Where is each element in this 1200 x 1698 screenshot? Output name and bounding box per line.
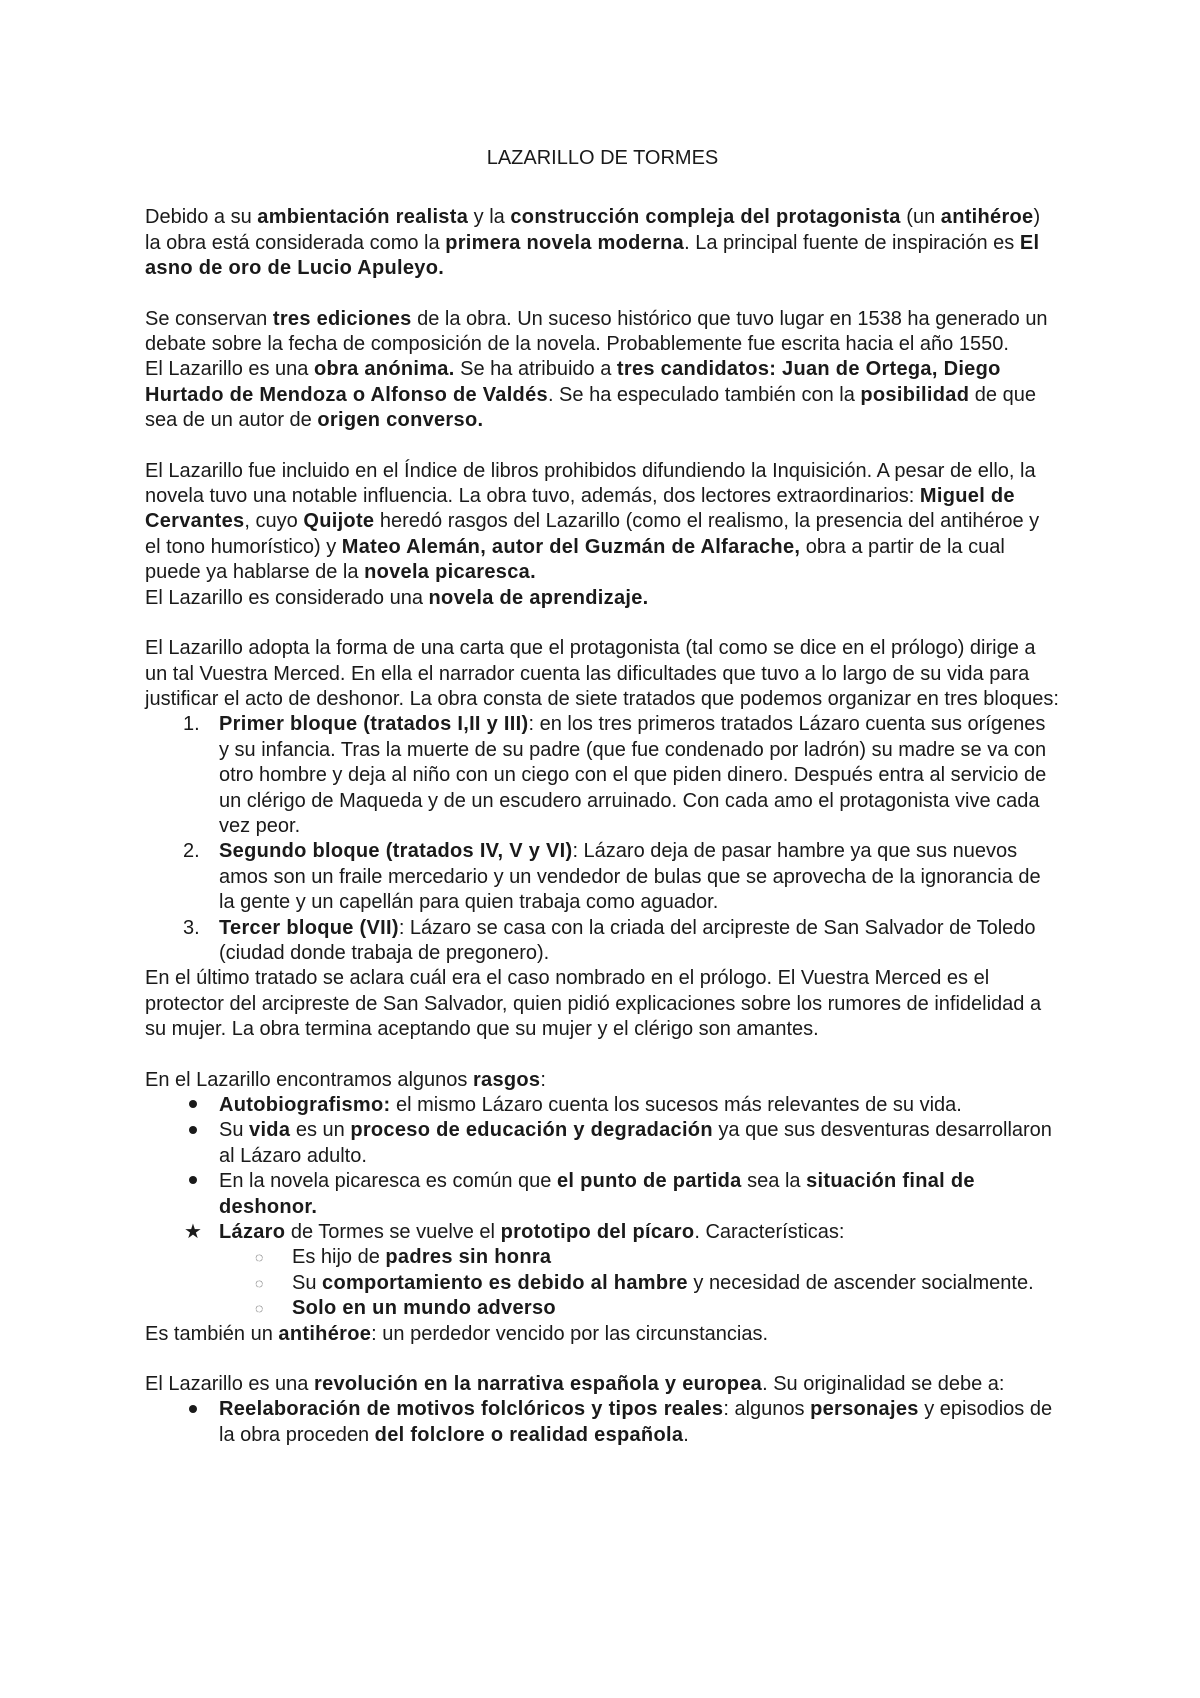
bold-text: Mateo Alemán, autor del Guzmán de Alfarache, [341, 535, 801, 558]
list-item [145, 1169, 1060, 1220]
dotted-circle-icon: ◌ [255, 1249, 264, 1266]
text: Su [292, 1271, 323, 1294]
list-item [145, 1118, 1060, 1169]
list-item [145, 1271, 1060, 1296]
bold-text: primera novela moderna [445, 231, 685, 254]
bold-text: situación final de deshonor. [219, 1170, 975, 1218]
bold-text: Primer bloque (tratados I,II y III) [219, 713, 529, 736]
characteristics-list [219, 1245, 1060, 1321]
paragraph-antihero [145, 1322, 1060, 1347]
bold-text: vida [249, 1119, 291, 1142]
bold-text: Quijote [303, 510, 375, 533]
paragraph-authorship [145, 357, 1060, 433]
filled-circle-icon [183, 1169, 203, 1194]
bold-text: rasgos [472, 1068, 541, 1091]
bold-text: personajes [810, 1398, 919, 1421]
text: El Lazarillo fue incluido en el Índice de libros prohibidos difundiendo la Inquisición. A pesar de ello, la novela tuvo una notable influencia. La obra tuvo, además, dos lectores extraordinarios: [145, 459, 1036, 508]
list-item [145, 1093, 1060, 1118]
text: . Su originalidad se debe a: [762, 1373, 1005, 1396]
text: de Tormes se vuelve el [285, 1221, 501, 1244]
filled-circle-icon [183, 1118, 203, 1143]
filled-circle-icon [183, 1093, 203, 1118]
bold-text: revolución en la narrativa española y europea [313, 1373, 763, 1396]
bold-text: tres candidatos: Juan de Ortega, Diego Hurtado de Mendoza o Alfonso de Valdés [145, 358, 1001, 406]
text: de la obra. Un suceso histórico que tuvo lugar en 1538 ha generado un debate sobre la fecha de composición de la novela. Probablemente fue escrita hacia el año 1550. [145, 307, 1048, 356]
text: el mismo Lázaro cuenta los sucesos más relevantes de su vida. [390, 1094, 962, 1116]
dotted-circle-icon: ◌ [255, 1300, 264, 1317]
list-number: 3. [183, 916, 200, 939]
text: (un [900, 206, 941, 229]
bold-text: Lázaro [219, 1221, 286, 1244]
paragraph-learning-novel [145, 586, 1060, 611]
originality-list [145, 1397, 1060, 1448]
text: : [540, 1068, 546, 1091]
text: En el último tratado se aclara cuál era el caso nombrado en el prólogo. El Vuestra Merced es el protector del arcipreste de San Salvador, quien pidió explicaciones sobre los rumores de infidelidad a su mujer. La obra termina aceptando que su mujer y el clérigo son amantes. [145, 967, 1042, 1041]
text: . La principal fuente de inspiración es [684, 231, 1020, 254]
bold-text: antihéroe [940, 206, 1034, 229]
text: , cuyo [244, 510, 304, 533]
list-number: 2. [183, 840, 200, 863]
list-item [145, 916, 1060, 967]
text: ya que sus desventuras desarrollaron al Lázaro adulto. [219, 1119, 1052, 1167]
text: El Lazarillo es una [145, 1373, 314, 1396]
dotted-circle-icon: ◌ [255, 1274, 264, 1291]
bold-text: comportamiento es debido al hambre [322, 1271, 688, 1294]
list-item [145, 712, 1060, 839]
bold-text: Tercer bloque (VII) [219, 916, 399, 939]
bold-text: Miguel de Cervantes [145, 485, 1015, 533]
bold-text: construcción compleja del protagonista [510, 206, 901, 229]
bold-text: obra anónima. [313, 358, 455, 381]
text: . Características: [694, 1221, 845, 1244]
text: ) la obra está considerada como la [145, 206, 1041, 254]
text: y la [468, 206, 511, 229]
paragraph-last-treatise [145, 966, 1060, 1042]
text: Su [219, 1119, 250, 1142]
bold-text: Solo en un mundo adverso [292, 1297, 556, 1320]
text: En el Lazarillo encontramos algunos [145, 1068, 473, 1091]
bold-text: novela de aprendizaje. [428, 586, 649, 609]
bold-text: ambientación realista [257, 206, 469, 229]
text: heredó rasgos del Lazarillo (como el realismo, la presencia del antihéroe y el tono humorístico) y [145, 510, 1040, 558]
text: Se conservan [145, 307, 273, 330]
text: y episodios de la obra proceden [219, 1398, 1053, 1446]
text: . [683, 1423, 689, 1446]
text: y necesidad de ascender socialmente. [687, 1271, 1034, 1294]
paragraph-revolution [145, 1372, 1060, 1397]
text: . Se ha especulado también con la [547, 383, 861, 406]
star-icon: ★ [184, 1221, 202, 1244]
text: obra a partir de la cual puede ya hablarse de la [145, 535, 1005, 584]
text: : Lázaro se casa con la criada del arcipreste de San Salvador de Toledo (ciudad donde trabaja de pregonero). [219, 916, 1036, 964]
bold-text: posibilidad [860, 383, 970, 406]
paragraph-traits-intro [145, 1068, 1060, 1093]
document-title: LAZARILLO DE TORMES [486, 147, 719, 169]
bold-text: novela picaresca. [364, 561, 536, 584]
list-item [145, 1296, 1060, 1321]
paragraph-editions [145, 307, 1060, 358]
text: : Lázaro deja de pasar hambre ya que sus nuevos amos son un fraile mercedario y un vendedor de bulas que se aprovecha de la ignorancia de la gente y un capellán para quien trabaja como aguador. [219, 840, 1041, 914]
text: : un perdedor vencido por las circunstancias. [371, 1322, 769, 1345]
text: El Lazarillo es considerado una [145, 586, 429, 609]
bold-text: Segundo bloque (tratados IV, V y VI) [219, 840, 573, 863]
list-number: 1. [183, 713, 200, 736]
paragraph-intro [145, 205, 1060, 281]
text: de que sea de un autor de [145, 383, 1036, 432]
text: Se ha atribuido a [454, 358, 617, 381]
paragraph-structure [145, 636, 1060, 712]
text: : algunos [723, 1398, 811, 1421]
text: Es hijo de [292, 1246, 386, 1269]
text: El Lazarillo es una [145, 358, 314, 381]
filled-circle-icon [183, 1397, 203, 1422]
paragraph-influence [145, 459, 1060, 586]
list-item [145, 1245, 1060, 1270]
text: : en los tres primeros tratados Lázaro cuenta sus orígenes y su infancia. Tras la muerte de su padre (que fue condenado por ladrón) su madre se va con otro hombre y deja al niño con un ciego con el que piden dinero. Después entra al servicio de un clérigo de Maqueda y de un escudero arruinado. Con cada amo el protagonista vive cada vez peor. [219, 713, 1047, 837]
text: es un [290, 1119, 351, 1142]
list-item [145, 1397, 1060, 1448]
bold-text: proceso de educación y degradación [350, 1119, 713, 1142]
bold-text: Autobiografismo: [219, 1094, 391, 1116]
bold-text: antihéroe [278, 1322, 372, 1345]
bold-text: El asno de oro de Lucio Apuleyo. [145, 231, 1040, 280]
bold-text: prototipo del pícaro [500, 1221, 695, 1244]
text: sea la [741, 1170, 807, 1193]
text: Es también un [145, 1322, 279, 1345]
list-item [145, 839, 1060, 915]
blocks-list [145, 712, 1060, 966]
bold-text: padres sin honra [385, 1246, 552, 1269]
traits-list [145, 1093, 1060, 1322]
bold-text: origen converso. [317, 409, 484, 432]
text: En la novela picaresca es común que [219, 1170, 557, 1193]
bold-text: el punto de partida [556, 1170, 742, 1193]
text: Debido a su [145, 206, 258, 229]
list-item [145, 1220, 1060, 1322]
bold-text: tres ediciones [272, 307, 412, 330]
bold-text: Reelaboración de motivos folclóricos y tipos reales [219, 1398, 724, 1421]
bold-text: del folclore o realidad española [374, 1423, 684, 1446]
text: El Lazarillo adopta la forma de una carta que el protagonista (tal como se dice en el prólogo) dirige a un tal Vuestra Merced. En ella el narrador cuenta las dificultades que tuvo a lo largo de su vida para justificar el acto de deshonor. La obra consta de siete tratados que podemos organizar en tres bloques: [145, 637, 1059, 710]
